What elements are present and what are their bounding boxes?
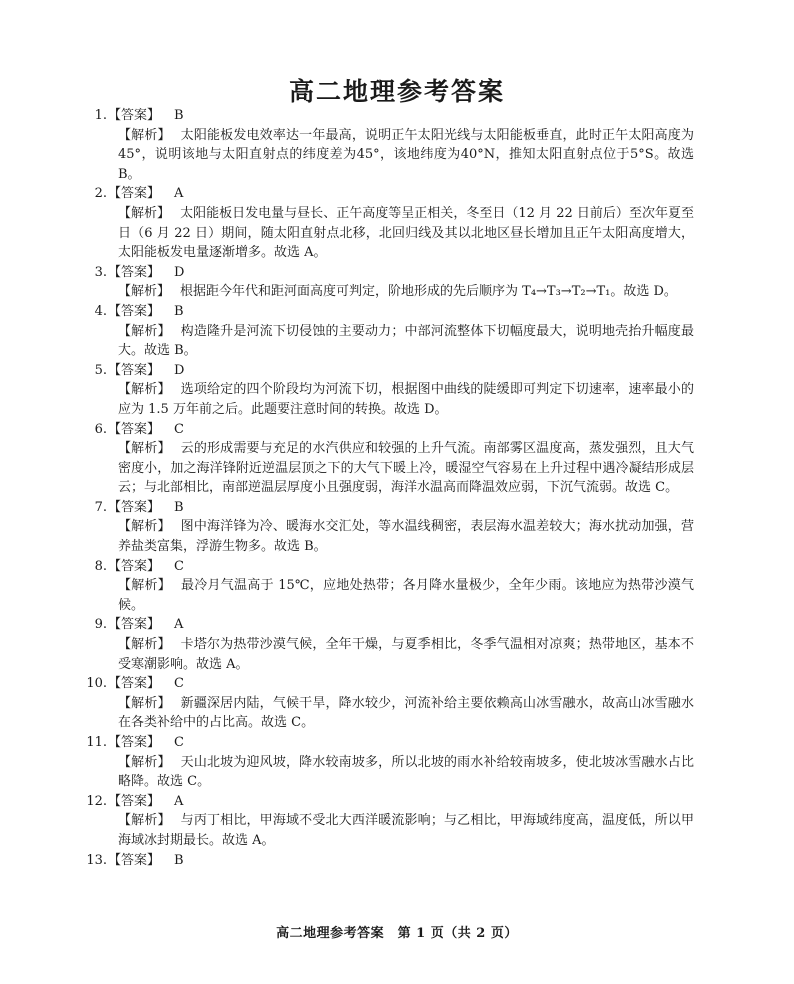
answer-tag: 【答案】 xyxy=(108,362,161,378)
explanation xyxy=(118,517,694,556)
answer-value: B xyxy=(174,303,184,319)
explanation-tag: 【解析】 xyxy=(118,519,171,535)
answer-line xyxy=(86,733,694,753)
answer-item xyxy=(86,674,694,733)
question-number: 7. xyxy=(94,499,107,515)
explanation-tag: 【解析】 xyxy=(118,127,171,143)
answer-item xyxy=(94,420,694,498)
explanation-text: 图中海洋锋为冷、暖海水交汇处，等水温线稠密，表层海水温差较大；海水扰动加强，营养盐类富集，浮游生物多。故选 B。 xyxy=(118,519,694,555)
answer-item xyxy=(86,792,694,851)
explanation xyxy=(118,282,694,302)
answer-item xyxy=(94,302,694,361)
answer-item xyxy=(94,615,694,674)
explanation xyxy=(118,380,694,419)
question-number: 4. xyxy=(94,303,107,319)
explanation-text: 云的形成需要与充足的水汽供应和较强的上升气流。南部雾区温度高，蒸发强烈，且大气密度小，加之海洋锋附近逆温层顶之下的大气下暖上冷，暖湿空气容易在上升过程中遇冷凝结形成层云；与北部相比，南部逆温层厚度小且强度弱，海洋水温高而降温效应弱，下沉气流弱。故选 C。 xyxy=(118,441,694,496)
answer-tag: 【答案】 xyxy=(108,676,161,692)
explanation-tag: 【解析】 xyxy=(118,284,171,300)
answer-value: D xyxy=(174,362,185,378)
explanation-tag: 【解析】 xyxy=(118,441,171,457)
answer-tag: 【答案】 xyxy=(108,108,161,123)
answer-item xyxy=(94,557,694,616)
explanation-text: 卡塔尔为热带沙漠气候，全年干燥，与夏季相比，冬季气温相对凉爽；热带地区，基本不受寒潮影响。故选 A。 xyxy=(118,637,694,672)
explanation xyxy=(118,322,694,361)
explanation-tag: 【解析】 xyxy=(118,637,171,653)
question-number: 13. xyxy=(86,852,107,868)
answer-tag: 【答案】 xyxy=(108,421,161,437)
answer-value: A xyxy=(174,186,184,202)
explanation-text: 太阳能板发电效率达一年最高，说明正午太阳光线与太阳能板垂直，此时正午太阳高度为45°，说明该地与太阳直射点的纬度差为45°，该地纬度为40°N，推知太阳直射点位于5°S。故选 B。 xyxy=(118,127,694,182)
explanation-tag: 【解析】 xyxy=(118,578,172,594)
answer-value: B xyxy=(174,108,184,123)
explanation xyxy=(118,126,694,185)
answer-item xyxy=(94,263,694,302)
answer-line xyxy=(94,615,694,635)
answer-value: B xyxy=(174,852,184,868)
answer-line xyxy=(94,361,694,381)
explanation-text: 选项给定的四个阶段均为河流下切，根据图中曲线的陡缓即可判定下切速率，速率最小的应为 1.5 万年前之后。此题要注意时间的转换。故选 D。 xyxy=(118,382,694,417)
answer-tag: 【答案】 xyxy=(108,499,161,515)
answer-value: C xyxy=(174,735,184,750)
answer-line xyxy=(94,263,694,283)
explanation-tag: 【解析】 xyxy=(118,813,171,829)
answer-line xyxy=(86,851,694,871)
explanation-text: 天山北坡为迎风坡，降水较南坡多，所以北坡的雨水补给较南坡多，使北坡冰雪融水占比略降。故选 C。 xyxy=(118,754,694,790)
question-number: 12. xyxy=(86,793,107,809)
explanation-text: 与丙丁相比，甲海域不受北大西洋暖流影响；与乙相比，甲海域纬度高，温度低，所以甲海域冰封期最长。故选 A。 xyxy=(118,813,694,848)
answer-item xyxy=(94,184,694,262)
answer-item xyxy=(94,106,694,184)
question-number: 3. xyxy=(94,264,107,280)
answer-item xyxy=(94,498,694,557)
answer-line xyxy=(94,184,694,204)
question-number: 11. xyxy=(86,735,107,750)
explanation-tag: 【解析】 xyxy=(118,205,171,221)
question-number: 8. xyxy=(94,558,107,574)
explanation xyxy=(118,439,694,498)
explanation-tag: 【解析】 xyxy=(118,382,171,398)
explanation-tag: 【解析】 xyxy=(118,754,171,770)
explanation-text: 太阳能板日发电量与昼长、正午高度等呈正相关，冬至日（12 月 22 日前后）至次年夏至日（6 月 22 日）期间，随太阳直射点北移，北回归线及其以北地区昼长增加且正午太阳高度增大，太阳能板发电量逐渐增多。故选 A。 xyxy=(118,205,694,261)
explanation-tag: 【解析】 xyxy=(118,695,171,711)
answer-tag: 【答案】 xyxy=(108,303,161,319)
answer-line xyxy=(94,106,694,126)
page-title: 高二地理参考答案 xyxy=(288,77,505,106)
explanation xyxy=(118,811,694,850)
answer-value: C xyxy=(174,421,184,437)
explanation xyxy=(118,753,694,792)
answer-line xyxy=(94,498,694,518)
question-number: 9. xyxy=(94,617,107,633)
answer-tag: 【答案】 xyxy=(108,852,161,868)
question-number: 5. xyxy=(94,362,107,378)
answer-item xyxy=(86,851,694,871)
explanation-text: 根据距今年代和距河面高度可判定，阶地形成的先后顺序为 T₄→T₃→T₂→T₁。故选 D。 xyxy=(180,284,677,300)
explanation xyxy=(118,576,694,615)
explanation-text: 最冷月气温高于 15℃，应地处热带；各月降水量极少，全年少雨。该地应为热带沙漠气候。 xyxy=(118,578,694,613)
explanation-tag: 【解析】 xyxy=(118,323,171,339)
answer-tag: 【答案】 xyxy=(108,558,161,574)
explanation-text: 构造隆升是河流下切侵蚀的主要动力；中部河流整体下切幅度最大，说明地壳抬升幅度最大。故选 B。 xyxy=(118,323,694,359)
answer-list xyxy=(86,106,694,870)
explanation-text: 新疆深居内陆，气候干旱，降水较少，河流补给主要依赖高山冰雪融水，故高山冰雪融水在各类补给中的占比高。故选 C。 xyxy=(118,695,694,731)
answer-tag: 【答案】 xyxy=(108,617,161,633)
page-footer: 高二地理参考答案 第 1 页（共 2 页） xyxy=(276,926,518,941)
answer-line xyxy=(94,420,694,440)
answer-item xyxy=(86,733,694,792)
question-number: 1. xyxy=(94,108,107,123)
answer-tag: 【答案】 xyxy=(108,793,161,809)
question-number: 6. xyxy=(94,421,107,437)
answer-line xyxy=(86,792,694,812)
answer-value: A xyxy=(174,617,184,633)
answer-tag: 【答案】 xyxy=(108,735,161,750)
answer-value: A xyxy=(174,793,184,809)
answer-value: C xyxy=(174,558,184,574)
question-number: 2. xyxy=(94,186,107,202)
answer-line xyxy=(94,557,694,577)
answer-value: C xyxy=(174,676,184,692)
explanation xyxy=(118,204,694,263)
answer-line xyxy=(86,674,694,694)
answer-tag: 【答案】 xyxy=(108,186,161,202)
explanation xyxy=(118,694,694,733)
answer-line xyxy=(94,302,694,322)
answer-tag: 【答案】 xyxy=(108,264,161,280)
answer-value: D xyxy=(174,264,185,280)
answer-item xyxy=(94,361,694,420)
explanation xyxy=(118,635,694,674)
question-number: 10. xyxy=(86,676,107,692)
answer-value: B xyxy=(174,499,184,515)
